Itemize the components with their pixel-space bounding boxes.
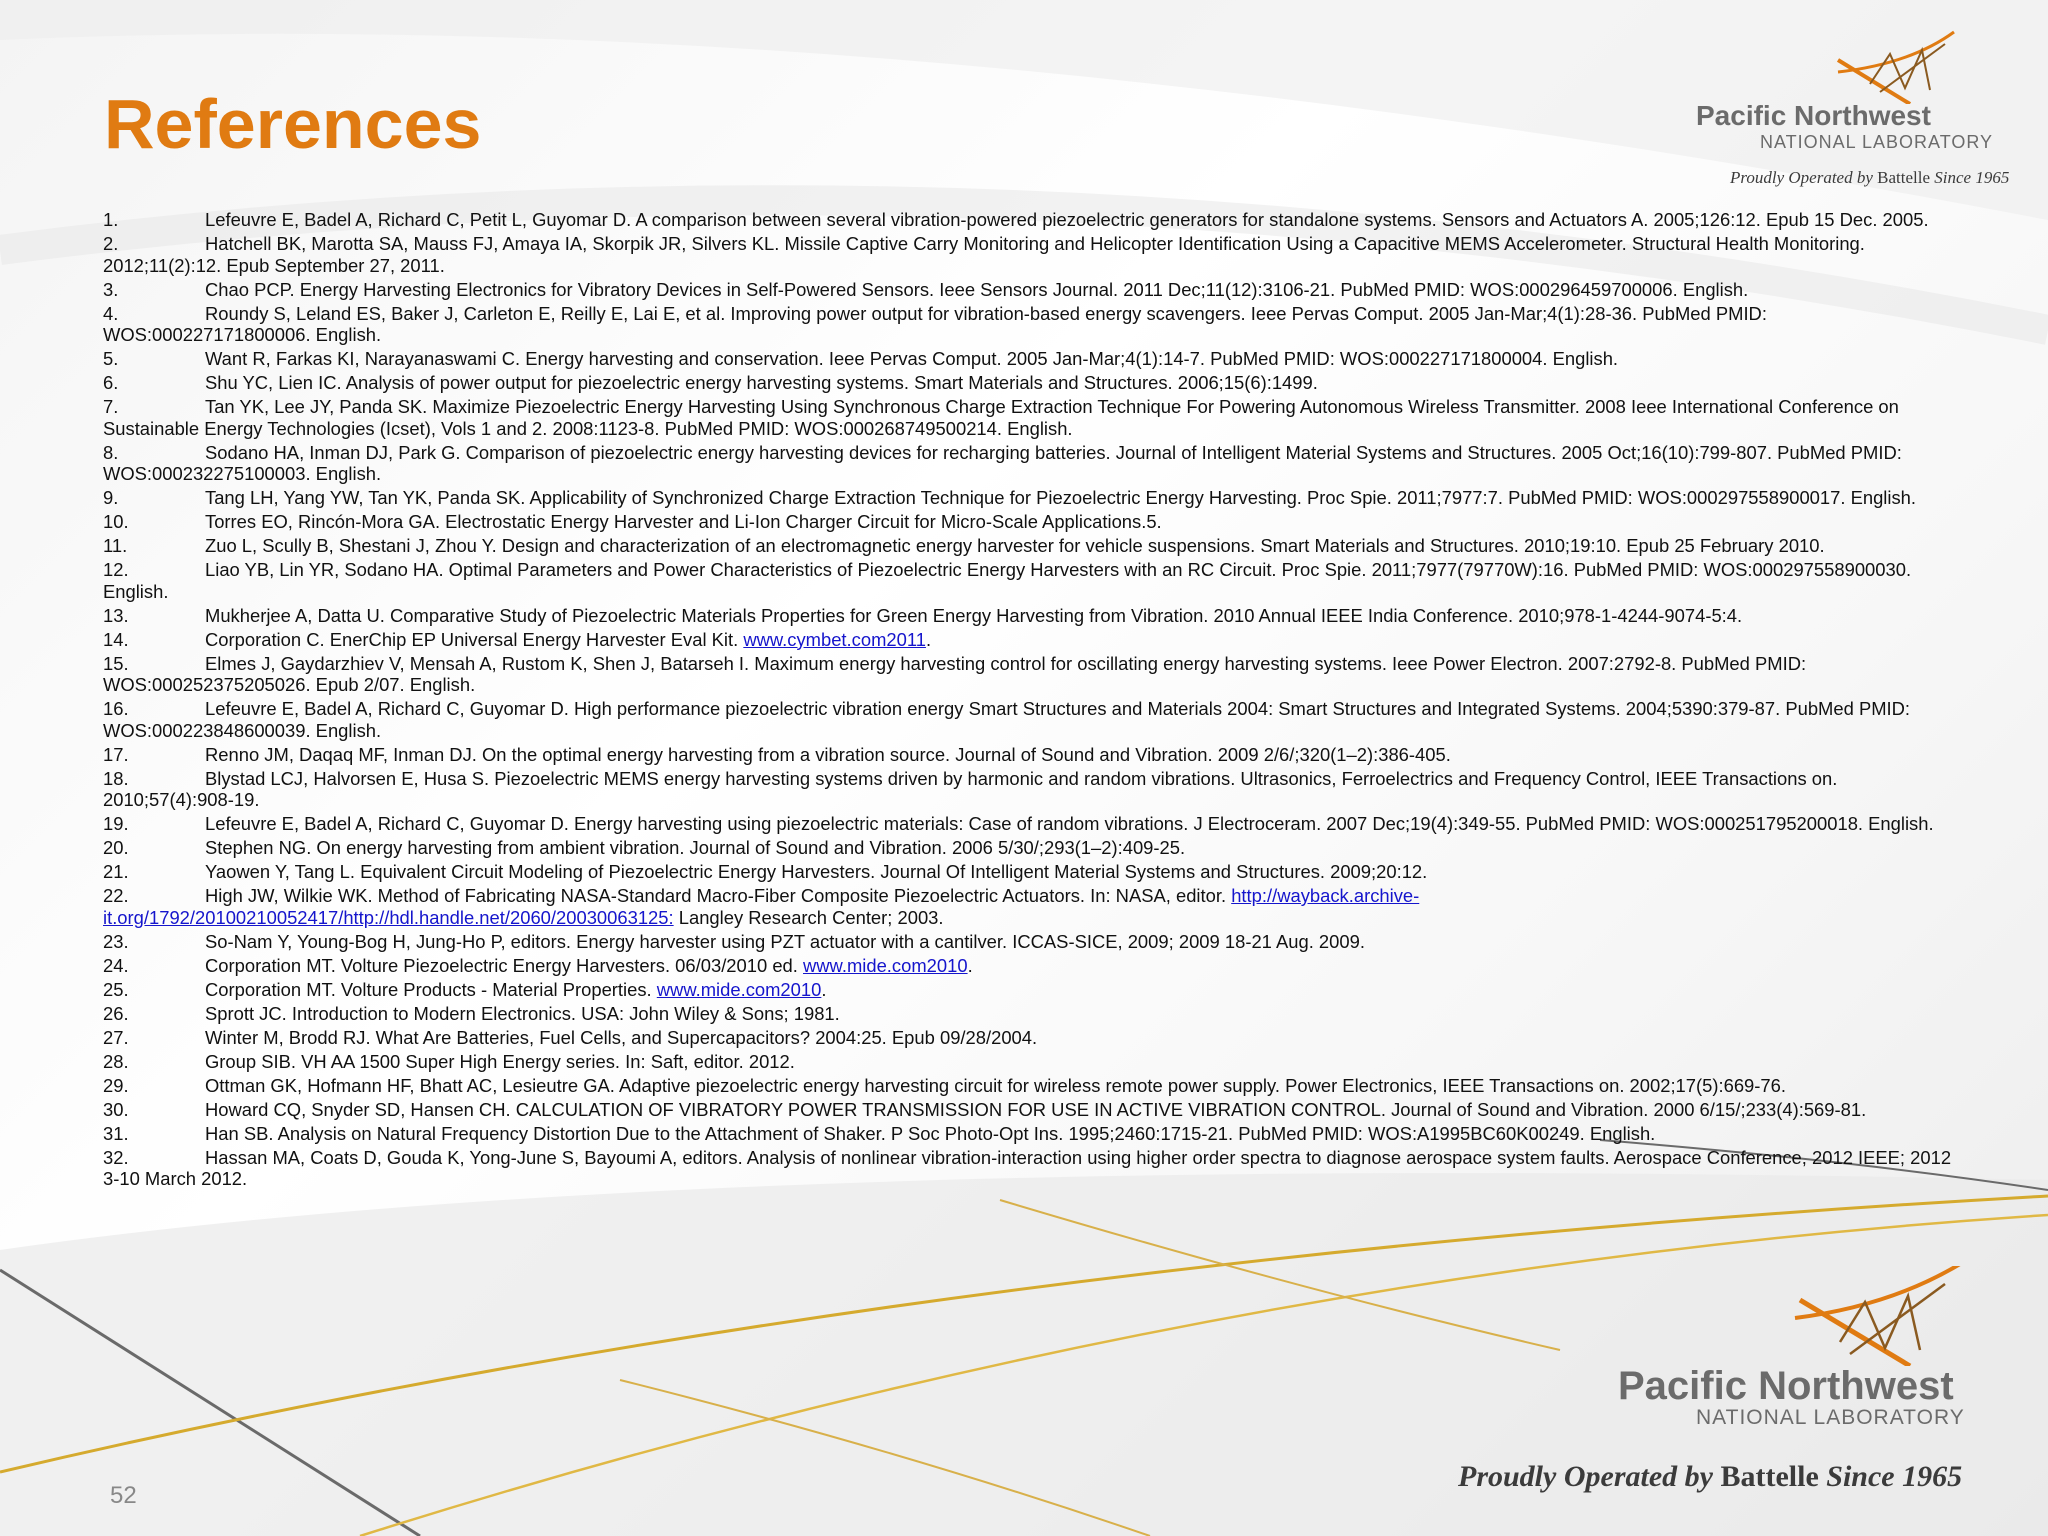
- reference-item: [103, 768, 1953, 811]
- reference-item: [103, 629, 1953, 651]
- reference-item: [103, 861, 1953, 883]
- reference-number: 12.: [103, 559, 129, 580]
- reference-text: Mukherjee A, Datta U. Comparative Study of Piezoelectric Materials Properties for Green Energy Harvesting from Vibration. 2010 Annual IEEE India Conference. 2010;978-1-4244-9074-5:4.: [205, 604, 1743, 626]
- reference-text: Group SIB. VH AA 1500 Super High Energy series. In: Saft, editor. 2012.: [205, 1050, 795, 1072]
- reference-item: [103, 279, 1953, 301]
- reference-item: [103, 653, 1953, 696]
- reference-link[interactable]: www.mide.com2010: [803, 954, 968, 976]
- reference-link[interactable]: www.cymbet.com2011: [743, 628, 926, 650]
- reference-item: [103, 442, 1953, 485]
- reference-number: 16.: [103, 698, 129, 719]
- logo-subtitle: NATIONAL LABORATORY: [1696, 1406, 1965, 1429]
- reference-number: 9.: [103, 487, 119, 508]
- reference-text: High JW, Wilkie WK. Method of Fabricating NASA-Standard Macro-Fiber Composite Piezoelectric Actuators. In: NASA, editor.: [205, 885, 1232, 906]
- reference-text: Blystad LCJ, Halvorsen E, Husa S. Piezoelectric MEMS energy harvesting systems driven by harmonic and random vibrations. Ultrasonics, Ferroelectrics and Frequency Control, IEEE Transactions on. 2010;57(4):908-19.: [103, 767, 1838, 810]
- reference-item: [103, 559, 1953, 602]
- reference-number: 31.: [103, 1122, 129, 1144]
- logo-name: Pacific Northwest: [1618, 1364, 1954, 1408]
- reference-number: 27.: [103, 1026, 129, 1048]
- tagline-brand: Battelle: [1720, 1460, 1819, 1493]
- reference-number: 1.: [103, 209, 119, 230]
- reference-item: [103, 303, 1953, 346]
- reference-item: [103, 744, 1953, 766]
- pnnl-logo-top: [1690, 24, 2030, 194]
- reference-number: 8.: [103, 441, 119, 463]
- reference-number: 19.: [103, 813, 129, 834]
- reference-text: Howard CQ, Snyder SD, Hansen CH. CALCULATION OF VIBRATORY POWER TRANSMISSION FOR USE IN ACTIVE VIBRATION CONTROL. Journal of Sound and Vibration. 2000 6/15/;233(4):569-81.: [205, 1098, 1867, 1120]
- reference-item: [103, 698, 1953, 741]
- tagline-prefix: Proudly Operated by: [1458, 1460, 1721, 1493]
- reference-number: 17.: [103, 743, 129, 765]
- reference-item: [103, 233, 1953, 276]
- reference-item: [103, 209, 1953, 231]
- reference-text: Han SB. Analysis on Natural Frequency Distortion Due to the Attachment of Shaker. P Soc Photo-Opt Ins. 1995;2460:1715-21. PubMed PMID: WOS:A1995BC60K00249. English.: [205, 1122, 1656, 1144]
- reference-number: 26.: [103, 1002, 129, 1024]
- reference-number: 32.: [103, 1146, 129, 1168]
- reference-text: Hassan MA, Coats D, Gouda K, Yong-June S, Bayoumi A, editors. Analysis of nonlinear vibration-interaction using higher order spectra to diagnose aerospace system faults. Aerospace Conference, 2012 IEEE; 2012 3-10 March 2012.: [103, 1146, 1952, 1189]
- reference-text: Chao PCP. Energy Harvesting Electronics for Vibratory Devices in Self-Powered Sensors. Ieee Sensors Journal. 2011 Dec;11(12):3106-21. PubMed PMID: WOS:000296459700006. English.: [205, 278, 1749, 300]
- reference-number: 13.: [103, 604, 129, 626]
- reference-item: [103, 931, 1953, 953]
- reference-item: [103, 1123, 1953, 1145]
- tagline-suffix: Since 1965: [1930, 168, 2010, 187]
- reference-text: Lefeuvre E, Badel A, Richard C, Guyomar D. Energy harvesting using piezoelectric materials: Case of random vibrations. J Electroceram. 2007 Dec;19(4):349-55. PubMed PMID: WOS:000251795200018. English.: [205, 813, 1934, 834]
- reference-item: [103, 1051, 1953, 1073]
- reference-number: 29.: [103, 1074, 129, 1096]
- reference-number: 14.: [103, 628, 129, 650]
- reference-item: [103, 837, 1953, 859]
- reference-number: 5.: [103, 348, 119, 369]
- reference-text: Corporation C. EnerChip EP Universal Energy Harvester Eval Kit.: [205, 628, 744, 650]
- page-title: References: [104, 85, 482, 163]
- logo-tagline: [1458, 1460, 1962, 1494]
- reference-item: [103, 1147, 1953, 1190]
- reference-number: 25.: [103, 978, 129, 1000]
- reference-text: Corporation MT. Volture Piezoelectric Energy Harvesters. 06/03/2010 ed.: [205, 954, 803, 976]
- reference-number: 2.: [103, 233, 119, 254]
- tagline-prefix: Proudly Operated by: [1730, 168, 1878, 187]
- logo-tagline: [1730, 168, 2009, 188]
- reference-text: Stephen NG. On energy harvesting from ambient vibration. Journal of Sound and Vibration. 2006 5/30/;293(1–2):409-25.: [205, 837, 1186, 858]
- reference-text: Yaowen Y, Tang L. Equivalent Circuit Modeling of Piezoelectric Energy Harvesters. Journal Of Intelligent Material Systems and Structures. 2009;20:12.: [205, 861, 1428, 882]
- reference-item: [103, 396, 1953, 439]
- reference-text: Ottman GK, Hofmann HF, Bhatt AC, Lesieutre GA. Adaptive piezoelectric energy harvesting circuit for wireless remote power supply. Power Electronics, IEEE Transactions on. 2002;17(5):669-76.: [205, 1074, 1786, 1096]
- reference-item: [103, 1027, 1953, 1049]
- reference-text: Zuo L, Scully B, Shestani J, Zhou Y. Design and characterization of an electromagnetic energy harvester for vehicle suspensions. Smart Materials and Structures. 2010;19:10. Epub 25 February 2010.: [205, 535, 1825, 556]
- reference-text: Hatchell BK, Marotta SA, Mauss FJ, Amaya IA, Skorpik JR, Silvers KL. Missile Captive Carry Monitoring and Helicopter Identification Using a Capacitive MEMS Accelerometer. Structural Health Monitoring. 2012;11(2):12. Epub September 27, 2011.: [103, 233, 1865, 276]
- reference-text: Tan YK, Lee JY, Panda SK. Maximize Piezoelectric Energy Harvesting Using Synchronous Charge Extraction Technique For Powering Autonomous Wireless Transmitter. 2008 Ieee International Conference on Sustainable Energy Technologies (Icset), Vols 1 and 2. 2008:1123-8. PubMed PMID: WOS:000268749500214. English.: [103, 396, 1899, 439]
- reference-number: 4.: [103, 302, 119, 324]
- reference-text-after: .: [821, 978, 827, 1000]
- reference-text-after: .: [967, 954, 973, 976]
- reference-item: [103, 1099, 1953, 1121]
- reference-text: Corporation MT. Volture Products - Material Properties.: [205, 978, 657, 1000]
- logo-name: Pacific Northwest: [1696, 100, 1931, 131]
- reference-item: [103, 885, 1953, 928]
- logo-subtitle: NATIONAL LABORATORY: [1760, 132, 1994, 152]
- reference-text: Roundy S, Leland ES, Baker J, Carleton E, Reilly E, Lai E, et al. Improving power output for vibration-based energy scavengers. Ieee Pervas Comput. 2005 Jan-Mar;4(1):28-36. PubMed PMID: WOS:000227171800006. English.: [103, 302, 1767, 345]
- reference-number: 20.: [103, 837, 129, 858]
- tagline-brand: Battelle: [1877, 168, 1931, 187]
- reference-text-after: Langley Research Center; 2003.: [673, 906, 944, 928]
- reference-item: [103, 979, 1953, 1001]
- reference-number: 24.: [103, 954, 129, 976]
- reference-item: [103, 348, 1953, 370]
- reference-number: 30.: [103, 1098, 129, 1120]
- reference-item: [103, 1075, 1953, 1097]
- reference-number: 28.: [103, 1050, 129, 1072]
- reference-number: 23.: [103, 930, 129, 952]
- reference-text: Lefeuvre E, Badel A, Richard C, Petit L, Guyomar D. A comparison between several vibration-powered piezoelectric generators for standalone systems. Sensors and Actuators A. 2005;126:12. Epub 15 Dec. 2005.: [205, 209, 1929, 230]
- reference-number: 10.: [103, 511, 129, 532]
- reference-number: 21.: [103, 861, 129, 882]
- reference-text: Renno JM, Daqaq MF, Inman DJ. On the optimal energy harvesting from a vibration source. Journal of Sound and Vibration. 2009 2/6/;320(1–2):386-405.: [205, 743, 1451, 765]
- reference-item: [103, 1003, 1953, 1025]
- reference-number: 6.: [103, 372, 119, 393]
- reference-link[interactable]: http://wayback.archive-it.org/1792/20100210052417/http://hdl.handle.net/2060/20030063125:: [103, 885, 1420, 928]
- reference-text: So-Nam Y, Young-Bog H, Jung-Ho P, editors. Energy harvester using PZT actuator with a cantilver. ICCAS-SICE, 2009; 2009 18-21 Aug. 2009.: [205, 930, 1365, 952]
- reference-number: 3.: [103, 278, 119, 300]
- reference-text-after: .: [925, 628, 932, 650]
- reference-list: [103, 209, 1953, 1192]
- reference-number: 22.: [103, 885, 129, 906]
- reference-text: Liao YB, Lin YR, Sodano HA. Optimal Parameters and Power Characteristics of Piezoelectric Energy Harvesters with an RC Circuit. Proc Spie. 2011;7977(79770W):16. PubMed PMID: WOS:000297558900030. English.: [103, 559, 1912, 602]
- reference-item: [103, 605, 1953, 627]
- pnnl-mark-icon: [1690, 24, 2030, 104]
- reference-text: Want R, Farkas KI, Narayanaswami C. Energy harvesting and conservation. Ieee Pervas Comput. 2005 Jan-Mar;4(1):14-7. PubMed PMID: WOS:000227171800004. English.: [205, 348, 1619, 369]
- reference-text: Winter M, Brodd RJ. What Are Batteries, Fuel Cells, and Supercapacitors? 2004:25. Epub 09/28/2004.: [205, 1026, 1038, 1048]
- reference-link[interactable]: www.mide.com2010: [656, 978, 822, 1000]
- reference-number: 15.: [103, 652, 129, 674]
- reference-text: Sodano HA, Inman DJ, Park G. Comparison of piezoelectric energy harvesting devices for recharging batteries. Journal of Intelligent Material Systems and Structures. 2005 Oct;16(10):799-807. PubMed PMID: WOS:000232275100003. English.: [103, 441, 1902, 484]
- reference-number: 18.: [103, 767, 129, 789]
- reference-item: [103, 511, 1953, 533]
- reference-text: Lefeuvre E, Badel A, Richard C, Guyomar D. High performance piezoelectric vibration energy Smart Structures and Materials 2004: Smart Structures and Integrated Systems. 2004;5390:379-87. PubMed PMID: WOS:000223848600039. English.: [103, 698, 1911, 741]
- reference-text: Elmes J, Gaydarzhiev V, Mensah A, Rustom K, Shen J, Batarseh I. Maximum energy harvesting control for oscillating energy harvesting systems. Ieee Power Electron. 2007:2792-8. PubMed PMID: WOS:000252375205026. Epub 2/07. English.: [103, 652, 1807, 695]
- reference-number: 7.: [103, 396, 119, 417]
- reference-text: Shu YC, Lien IC. Analysis of power output for piezoelectric energy harvesting systems. Smart Materials and Structures. 2006;15(6):1499.: [205, 372, 1318, 393]
- reference-item: [103, 372, 1953, 394]
- reference-item: [103, 955, 1953, 977]
- reference-item: [103, 813, 1953, 835]
- pnnl-logo-bottom: [1440, 1266, 2000, 1516]
- reference-number: 11.: [103, 535, 128, 556]
- reference-text: Torres EO, Rincón-Mora GA. Electrostatic Energy Harvester and Li-Ion Charger Circuit for Micro-Scale Applications.5.: [205, 511, 1162, 532]
- reference-text: Tang LH, Yang YW, Tan YK, Panda SK. Applicability of Synchronized Charge Extraction Technique for Piezoelectric Energy Harvesting. Proc Spie. 2011;7977:7. PubMed PMID: WOS:000297558900017. English.: [205, 487, 1916, 508]
- page-number: 52: [110, 1482, 137, 1509]
- reference-item: [103, 535, 1953, 557]
- tagline-suffix: Since 1965: [1818, 1460, 1963, 1493]
- reference-item: [103, 487, 1953, 509]
- pnnl-mark-icon: [1440, 1266, 2000, 1366]
- reference-text: Sprott JC. Introduction to Modern Electronics. USA: John Wiley & Sons; 1981.: [205, 1002, 840, 1024]
